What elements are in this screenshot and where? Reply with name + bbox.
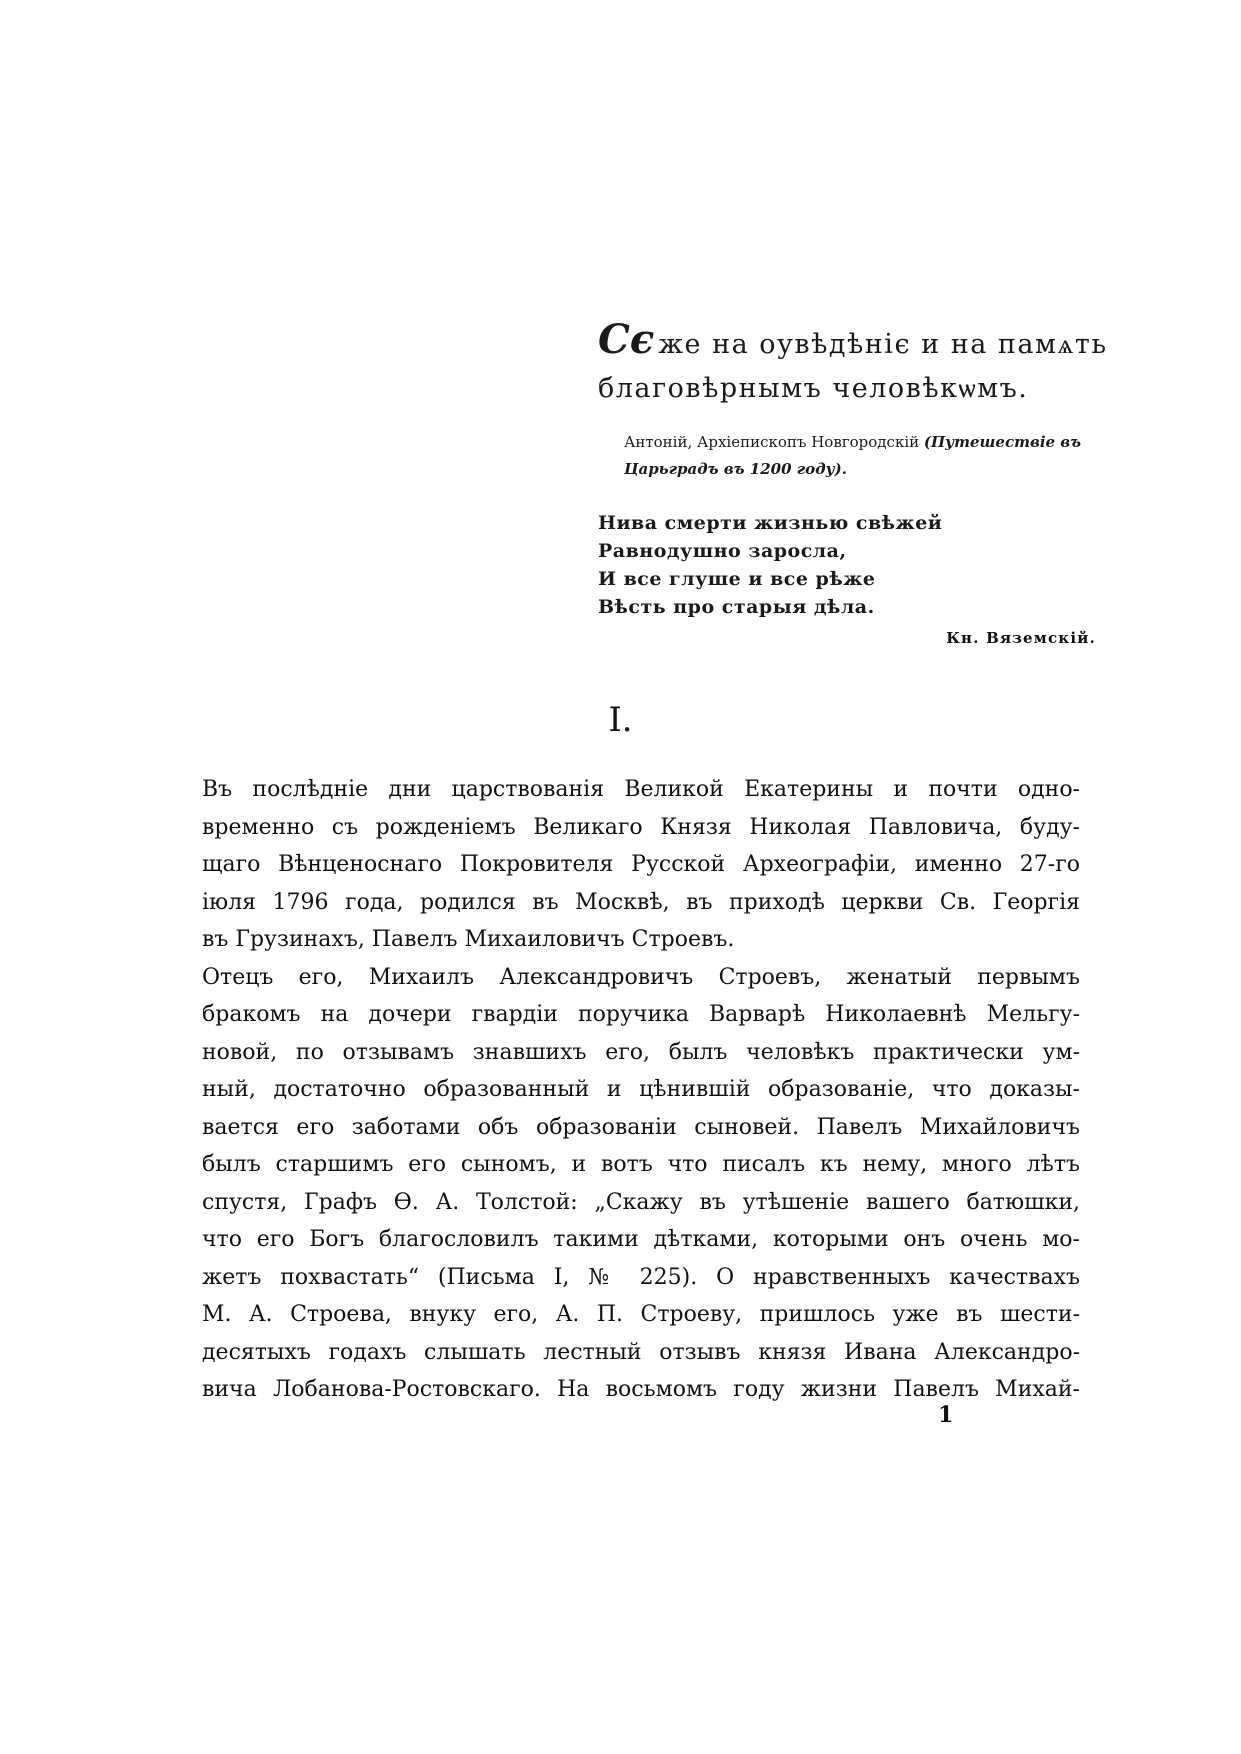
- slavonic-epigraph: [598, 318, 1108, 411]
- text-line: М. А. Строева, внуку его, А. П. Строеву, пришлось уже въ шести-: [202, 1302, 1080, 1327]
- attribution-work-title-part1: (Путешествіе въ: [923, 433, 1082, 451]
- text-line: щаго Вѣнценоснаго Покровителя Русской Археографіи, именно 27-го: [202, 852, 1080, 877]
- epigraph-block: [598, 318, 1108, 647]
- text-line: жетъ похвастать“ (Письма I, № 225). О нравственныхъ качествахъ: [202, 1264, 1080, 1290]
- text-line: бракомъ на дочери гвардіи поручика Варварѣ Николаевнѣ Мельгу-: [202, 1002, 1080, 1027]
- text-line: новой, по отзывамъ знавшихъ его, былъ человѣкъ практически ум-: [202, 1039, 1080, 1065]
- slavonic-line-2: благовѣрнымъ человѣкѡмъ.: [598, 373, 1029, 404]
- text-line: вается его заботами объ образованіи сыновей. Павелъ Михайловичъ: [202, 1114, 1080, 1140]
- text-line: ный, достаточно образованный и цѣнившій образованіе, что доказы-: [202, 1077, 1080, 1102]
- poem-line: Нива смерти жизнью свѣжей: [598, 512, 943, 534]
- text-line: десятыхъ годахъ слышать лестный отзывъ князя Ивана Александро-: [202, 1339, 1080, 1365]
- attribution-author: Антоній, Архіепископъ Новгородскій: [624, 433, 920, 451]
- body-text: [202, 771, 1080, 1409]
- chapter-heading: I.: [608, 700, 633, 740]
- text-line: былъ старшимъ его сыномъ, и вотъ что писалъ къ нему, много лѣтъ: [202, 1152, 1080, 1177]
- poem-epigraph: [598, 509, 1108, 621]
- poem-line: И все глуше и все рѣже: [598, 568, 876, 590]
- text-line: Отецъ его, Михаилъ Александровичъ Строевъ, женатый первымъ: [202, 964, 1080, 990]
- poem-line: Равнодушно заросла,: [598, 540, 847, 562]
- slavonic-line-1: [598, 318, 1108, 367]
- text-line: іюля 1796 года, родился въ Москвѣ, въ приходѣ церкви Св. Георгія: [202, 889, 1080, 915]
- attribution-work-title-part2: Царьградъ въ 1200 году).: [624, 460, 847, 478]
- slavonic-initial: Сє: [598, 316, 655, 363]
- epigraph-attribution: [598, 429, 1108, 483]
- text-line: Въ послѣдніе дни царствованія Великой Екатерины и почти одно-: [202, 777, 1080, 802]
- text-line: что его Богъ благословилъ такими дѣтками, которыми онъ очень мо-: [202, 1227, 1080, 1252]
- text-line: вича Лобанова-Ростовскаго. На восьмомъ году жизни Павелъ Михай-: [202, 1377, 1080, 1402]
- attribution-line-1: [624, 429, 1108, 456]
- slavonic-text-1: же на оувѣдѣніє и на памѧть: [658, 329, 1108, 360]
- page-number: 1: [938, 1402, 954, 1428]
- text-line: спустя, Графъ Ѳ. А. Толстой: „Скажу въ утѣшеніе вашего батюшки,: [202, 1189, 1080, 1215]
- poem-author: Кн. Вяземскій.: [946, 629, 1096, 647]
- poem-line: Вѣсть про старыя дѣла.: [598, 596, 875, 618]
- text-line: въ Грузинахъ, Павелъ Михаиловичъ Строевъ.: [202, 927, 735, 952]
- text-line: временно съ рожденіемъ Великаго Князя Николая Павловича, буду-: [202, 814, 1080, 840]
